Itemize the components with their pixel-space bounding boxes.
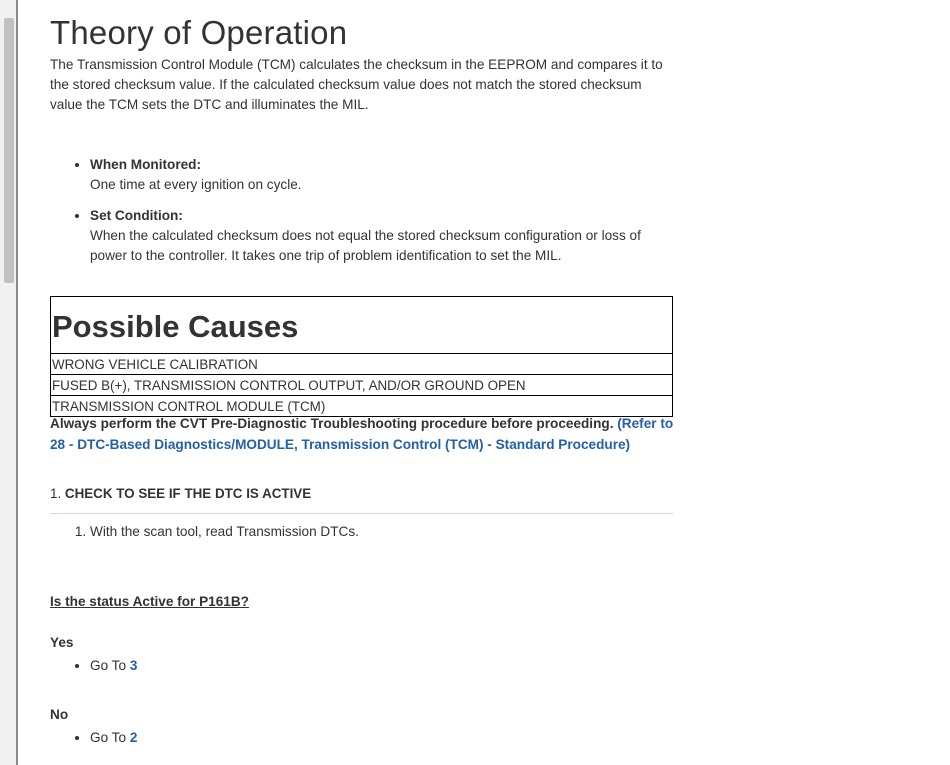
goto-step-2-link[interactable]: 2 — [129, 730, 138, 745]
bullet-label: Set Condition: — [90, 208, 183, 223]
goto-text: Go To — [90, 658, 127, 673]
step-number: 1. — [50, 486, 62, 501]
page-title: Theory of Operation — [50, 14, 348, 51]
list-item — [90, 656, 137, 676]
monitor-conditions-list — [50, 155, 675, 277]
substep-list — [50, 522, 359, 542]
step-heading — [50, 486, 673, 514]
possible-causes-table — [50, 296, 673, 417]
step-title: CHECK TO SEE IF THE DTC IS ACTIVE — [64, 486, 312, 501]
list-item — [90, 155, 675, 195]
list-item: 1. With the scan tool, read Transmission DTCs. — [90, 522, 359, 542]
note-text: Always perform the CVT Pre-Diagnostic Troubleshooting procedure before proceeding. — [50, 416, 614, 431]
diagnostic-question: Is the status Active for P161B? — [50, 594, 249, 609]
answer-yes-list — [50, 656, 137, 676]
scrollbar-thumb[interactable] — [4, 18, 14, 283]
bullet-text: One time at every ignition on cycle. — [90, 177, 302, 192]
goto-text: Go To — [90, 730, 127, 745]
answer-yes-label: Yes — [50, 635, 74, 650]
intro-paragraph: The Transmission Control Module (TCM) calculates the checksum in the EEPROM and compares it to the stored checksum value. If the calculated checksum value does not match the stored checksum value the TCM sets the DTC and illuminates the MIL. — [50, 57, 663, 112]
bullet-label: When Monitored: — [90, 157, 201, 172]
list-item — [90, 206, 675, 266]
procedure-note — [50, 413, 675, 455]
vertical-scrollbar[interactable] — [0, 0, 18, 765]
goto-step-3-link[interactable]: 3 — [129, 658, 138, 673]
answer-no-label: No — [50, 707, 69, 722]
table-row: WRONG VEHICLE CALIBRATION — [51, 354, 673, 375]
answer-no-list — [50, 728, 137, 748]
bullet-text: When the calculated checksum does not equal the stored checksum configuration or loss of power to the controller. It takes one trip of problem identification to set the MIL. — [90, 228, 641, 263]
table-row: FUSED B(+), TRANSMISSION CONTROL OUTPUT, AND/OR GROUND OPEN — [51, 375, 673, 396]
list-item — [90, 728, 137, 748]
table-row: TRANSMISSION CONTROL MODULE (TCM) — [51, 396, 673, 417]
reference-link[interactable]: (Refer to 28 - DTC-Based Diagnostics/MODULE, Transmission Control (TCM) - Standard Procedure) — [50, 416, 674, 452]
table-header: Possible Causes — [51, 297, 673, 354]
